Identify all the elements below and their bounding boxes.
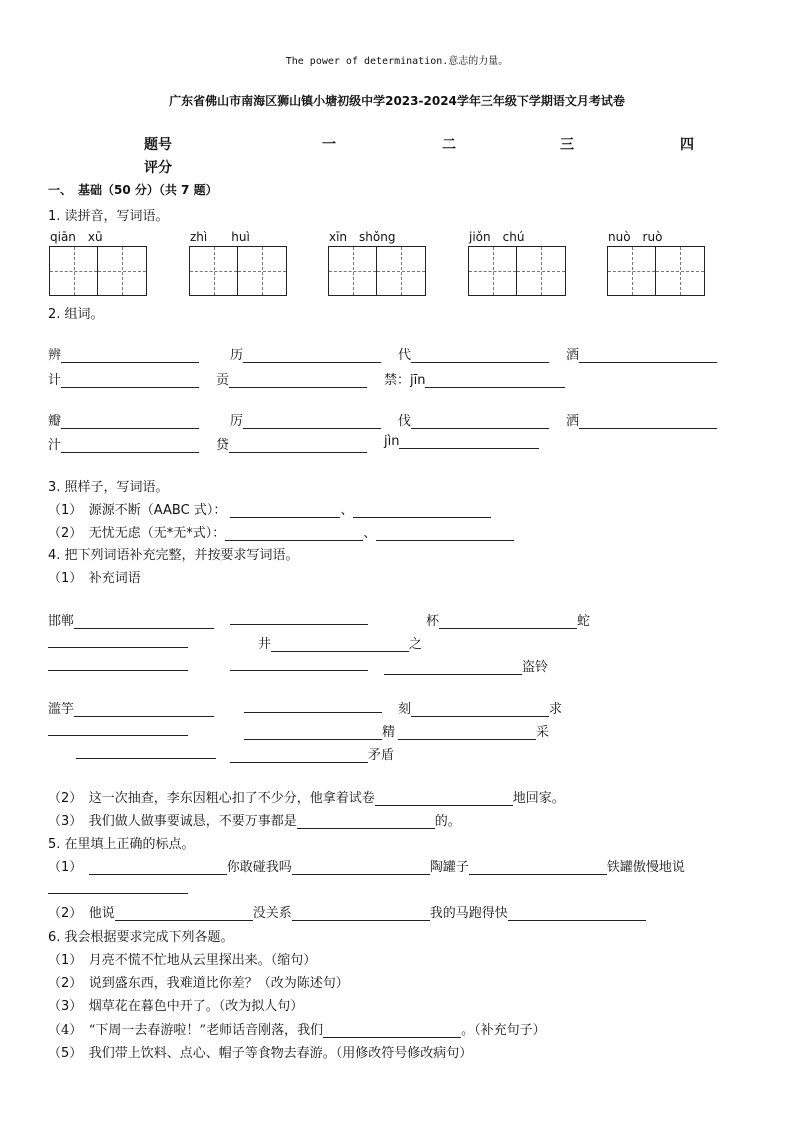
q5-text: 陶罐子	[429, 860, 469, 875]
exam-title: 广东省佛山市南海区狮山镇小塘初级中学2023-2024学年三年级下学期语文月考试卷	[169, 94, 625, 108]
answer-blank[interactable]	[230, 748, 368, 763]
q5-text: 你敢碰我吗	[226, 860, 292, 875]
idiom-char: 矛盾	[368, 748, 395, 763]
answer-blank[interactable]	[376, 526, 514, 541]
word-char: 禁：jīn	[384, 373, 426, 388]
answer-blank[interactable]	[74, 614, 214, 629]
q4-sentence-3-end: 的。	[434, 814, 461, 829]
score-col-2: 二	[442, 137, 456, 153]
section-heading: 一、 基础（50 分）（共 7 题）	[48, 183, 218, 197]
idiom-char: 滥竽	[48, 702, 75, 717]
q5-text: 铁罐傲慢地说	[606, 860, 685, 875]
answer-blank[interactable]	[508, 906, 646, 921]
q6-item-4-end: 。（补充句子）	[461, 1023, 546, 1038]
page-header: The power of determination.意志的力量。	[285, 56, 509, 67]
answer-blank[interactable]	[411, 348, 549, 363]
q3-item-2: （2） 无忧无虑（无*无*式）：	[48, 526, 226, 541]
writing-grid[interactable]	[189, 246, 287, 296]
answer-blank[interactable]	[398, 725, 536, 740]
q4-sentence-2-end: 地回家。	[512, 791, 565, 806]
idiom-char: 杯	[426, 614, 440, 629]
word-char: 贷	[216, 438, 230, 453]
answer-blank[interactable]	[579, 414, 717, 429]
pinyin-5: nuò ruò	[608, 230, 663, 244]
answer-blank[interactable]	[225, 526, 363, 541]
word-char: 历	[230, 348, 244, 363]
idiom-char: 邯郸	[48, 614, 75, 629]
answer-blank[interactable]	[230, 610, 368, 625]
answer-blank[interactable]	[230, 656, 368, 671]
answer-blank[interactable]	[61, 348, 199, 363]
pinyin-1: qiān xū	[50, 230, 103, 244]
answer-blank[interactable]	[323, 1023, 461, 1038]
idiom-char: 刻	[398, 702, 412, 717]
q6-item-1: （1） 月亮不慌不忙地从云里探出来。（缩句）	[48, 953, 317, 968]
question-2-title: 2. 组词。	[48, 307, 104, 322]
q6-item-3: （3） 烟草花在暮色中开了。（改为拟人句）	[48, 999, 304, 1014]
answer-blank[interactable]	[297, 814, 435, 829]
score-col-4: 四	[680, 137, 694, 153]
answer-blank[interactable]	[292, 860, 430, 875]
q6-item-5: （5） 我们带上饮料、点心、帽子等食物去春游。（用修改符号修改病句）	[48, 1046, 473, 1061]
pinyin-4: jiǒn chú	[469, 230, 525, 244]
answer-blank[interactable]	[353, 503, 491, 518]
separator: 、	[363, 526, 377, 541]
word-char: jìn	[384, 434, 400, 449]
answer-blank[interactable]	[76, 744, 216, 759]
word-char: 汁	[48, 438, 62, 453]
pinyin-3: xīn shǒng	[329, 230, 396, 244]
question-6-title: 6. 我会根据要求完成下列各题。	[48, 930, 234, 945]
idiom-char: 井	[258, 637, 272, 652]
word-char: 瓣	[48, 414, 62, 429]
answer-blank[interactable]	[89, 860, 227, 875]
word-char: 辨	[48, 348, 62, 363]
answer-blank[interactable]	[399, 434, 539, 449]
answer-blank[interactable]	[384, 660, 522, 675]
score-col-3: 三	[560, 137, 574, 153]
q5-item-2: （2） 他说	[48, 906, 115, 921]
answer-blank[interactable]	[61, 414, 199, 429]
answer-blank[interactable]	[115, 906, 253, 921]
q6-item-2: （2） 说到盛东西，我难道比你差？（改为陈述句）	[48, 976, 349, 991]
answer-blank[interactable]	[48, 656, 188, 671]
idiom-char: 求	[549, 702, 563, 717]
answer-blank[interactable]	[61, 373, 199, 388]
answer-blank[interactable]	[469, 860, 607, 875]
pinyin-2: zhì huì	[190, 230, 250, 244]
answer-blank[interactable]	[292, 906, 430, 921]
word-char: 代	[398, 348, 412, 363]
answer-blank[interactable]	[48, 633, 188, 648]
answer-blank[interactable]	[439, 614, 577, 629]
word-char: 厉	[230, 414, 244, 429]
q4-sentence-2: （2） 这一次抽查，李东因粗心扣了不少分，他拿着试卷	[48, 791, 375, 806]
answer-blank[interactable]	[230, 503, 340, 518]
answer-blank[interactable]	[411, 414, 549, 429]
score-label-number: 题号	[144, 137, 172, 153]
answer-blank[interactable]	[48, 879, 188, 894]
q5-text: 没关系	[252, 906, 292, 921]
q4-sentence-3: （3） 我们做人做事要诚恳，不要万事都是	[48, 814, 297, 829]
answer-blank[interactable]	[74, 702, 214, 717]
idiom-char: 盗铃	[522, 660, 549, 675]
idiom-char: 蛇	[577, 614, 591, 629]
word-char: 酒	[566, 348, 580, 363]
idiom-char: 之	[409, 637, 423, 652]
q5-text: 我的马跑得快	[429, 906, 508, 921]
idiom-char: 精	[382, 725, 396, 740]
q4-sub-1: （1） 补充词语	[48, 571, 141, 586]
answer-blank[interactable]	[243, 414, 381, 429]
question-3-title: 3. 照样子，写词语。	[48, 480, 169, 495]
q6-item-4: （4） “下周一去春游啦！”老师话音刚落，我们	[48, 1023, 324, 1038]
score-col-1: 一	[322, 137, 336, 153]
answer-blank[interactable]	[375, 791, 513, 806]
answer-blank[interactable]	[579, 348, 717, 363]
answer-blank[interactable]	[244, 698, 382, 713]
writing-grid[interactable]	[328, 246, 426, 296]
answer-blank[interactable]	[61, 438, 199, 453]
answer-blank[interactable]	[271, 637, 409, 652]
answer-blank[interactable]	[244, 725, 382, 740]
answer-blank[interactable]	[243, 348, 381, 363]
answer-blank[interactable]	[48, 721, 188, 736]
word-char: 洒	[566, 414, 580, 429]
question-4-title: 4. 把下列词语补充完整，并按要求写词语。	[48, 548, 299, 563]
word-char: 伐	[398, 414, 412, 429]
answer-blank[interactable]	[411, 702, 549, 717]
question-1-title: 1. 读拼音，写词语。	[48, 209, 169, 224]
q3-item-1: （1） 源源不断（AABC 式）：	[48, 503, 227, 518]
separator: 、	[340, 503, 354, 518]
answer-blank[interactable]	[229, 373, 367, 388]
writing-grid[interactable]	[49, 246, 147, 296]
answer-blank[interactable]	[229, 438, 367, 453]
writing-grid[interactable]	[468, 246, 566, 296]
idiom-char: 采	[536, 725, 550, 740]
word-char: 计	[48, 373, 62, 388]
question-5-title: 5. 在里填上正确的标点。	[48, 837, 195, 852]
answer-blank[interactable]	[425, 373, 565, 388]
q5-item-1: （1）	[48, 860, 76, 875]
writing-grid[interactable]	[607, 246, 705, 296]
word-char: 贡	[216, 373, 230, 388]
score-label-score: 评分	[144, 160, 172, 176]
